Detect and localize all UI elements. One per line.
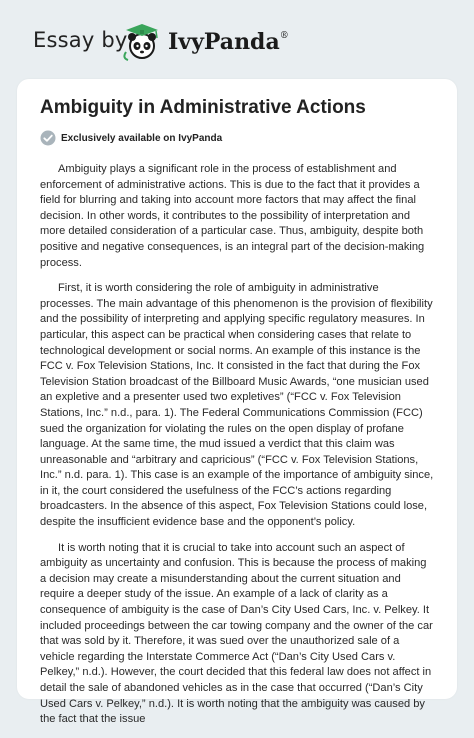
exclusive-badge — [40, 130, 222, 146]
site-header — [0, 0, 474, 82]
exclusive-badge-text: Exclusively available on IvyPanda — [61, 132, 223, 144]
paragraph: It is worth noting that it is crucial to take into account such an aspect of ambiguity as uncertainty and confusion. This is because the process of making a decision may create a misunderstanding about the current situation and require a deeper study of the issue. An example of a lack of clarity as a consequence of ambiguity is the case of Dan’s City Used Cars, Inc. v. Pelkey. It included proceedings between the car towing company and the owner of the car that was sold by it. Therefore, it was sued over the unauthorized sale of a vehicle regarding the Interstate Commerce Act (“Dan’s City Used Cars v. Pelkey,” n.d.). However, the court decided that this federal law does not affect in detail the sale of abandoned vehicles as in the case that occurred (“Dan’s City Used Cars v. Pelkey,” n.d.). It is worth noting that the ambiguity was caused by the fact that the issue — [40, 541, 433, 726]
paragraph: First, it is worth considering the role of ambiguity in administrative processes. The main advantage of this phenomenon is the provision of flexibility and the possibility of interpreting and applying specific regulatory measures. In particular, this aspect can be practical when considering cases that relate to technological development or social norms. An example of this instance is the FCC v. Fox Television Stations, Inc. It consisted in the fact that during the Fox Television Station broadcast of the Billboard Music Awards, “one musician used an expletive and a presenter used two expletives” (“FCC v. Fox Television Stations, Inc.” n.d., para. 1). The Federal Communications Commission (FCC) sued the organization for violating the rules on the open display of profane language. At the same time, the mud issued a verdict that this claim was unreasonable and “arbitrary and capricious” (“FCC v. Fox Television Stations, Inc.” n.d. para. 1). This case is an example of the importance of ambiguity since, in it, the court considered the usefulness of the FCC’s actions regarding broadcasters. In the absence of this aspect, Fox Television Stations could lose, despite the insufficient evidence base and the opponent’s policy. — [40, 282, 434, 529]
essay-by-label: Essay by — [33, 28, 128, 52]
panda-graduation-cap-icon[interactable] — [120, 22, 164, 62]
page-title: Ambiguity in Administrative Actions — [40, 97, 366, 118]
paragraph: Ambiguity plays a significant role in the process of establishment and enforcement of administrative actions. This is due to the fact that it provides a field for blurring and taking into account more factors that may affect the final decision. In other words, it contributes to the possibility of interpretation and more detailed consideration of a particular case. Thus, ambiguity, despite both positive and negative consequences, is an integral part of the decision-making process. — [40, 163, 425, 269]
ivypanda-logo-text[interactable]: IvyPanda® — [168, 29, 289, 55]
check-circle-icon — [40, 130, 56, 146]
essay-body — [40, 162, 434, 738]
essay-card — [17, 79, 457, 726]
